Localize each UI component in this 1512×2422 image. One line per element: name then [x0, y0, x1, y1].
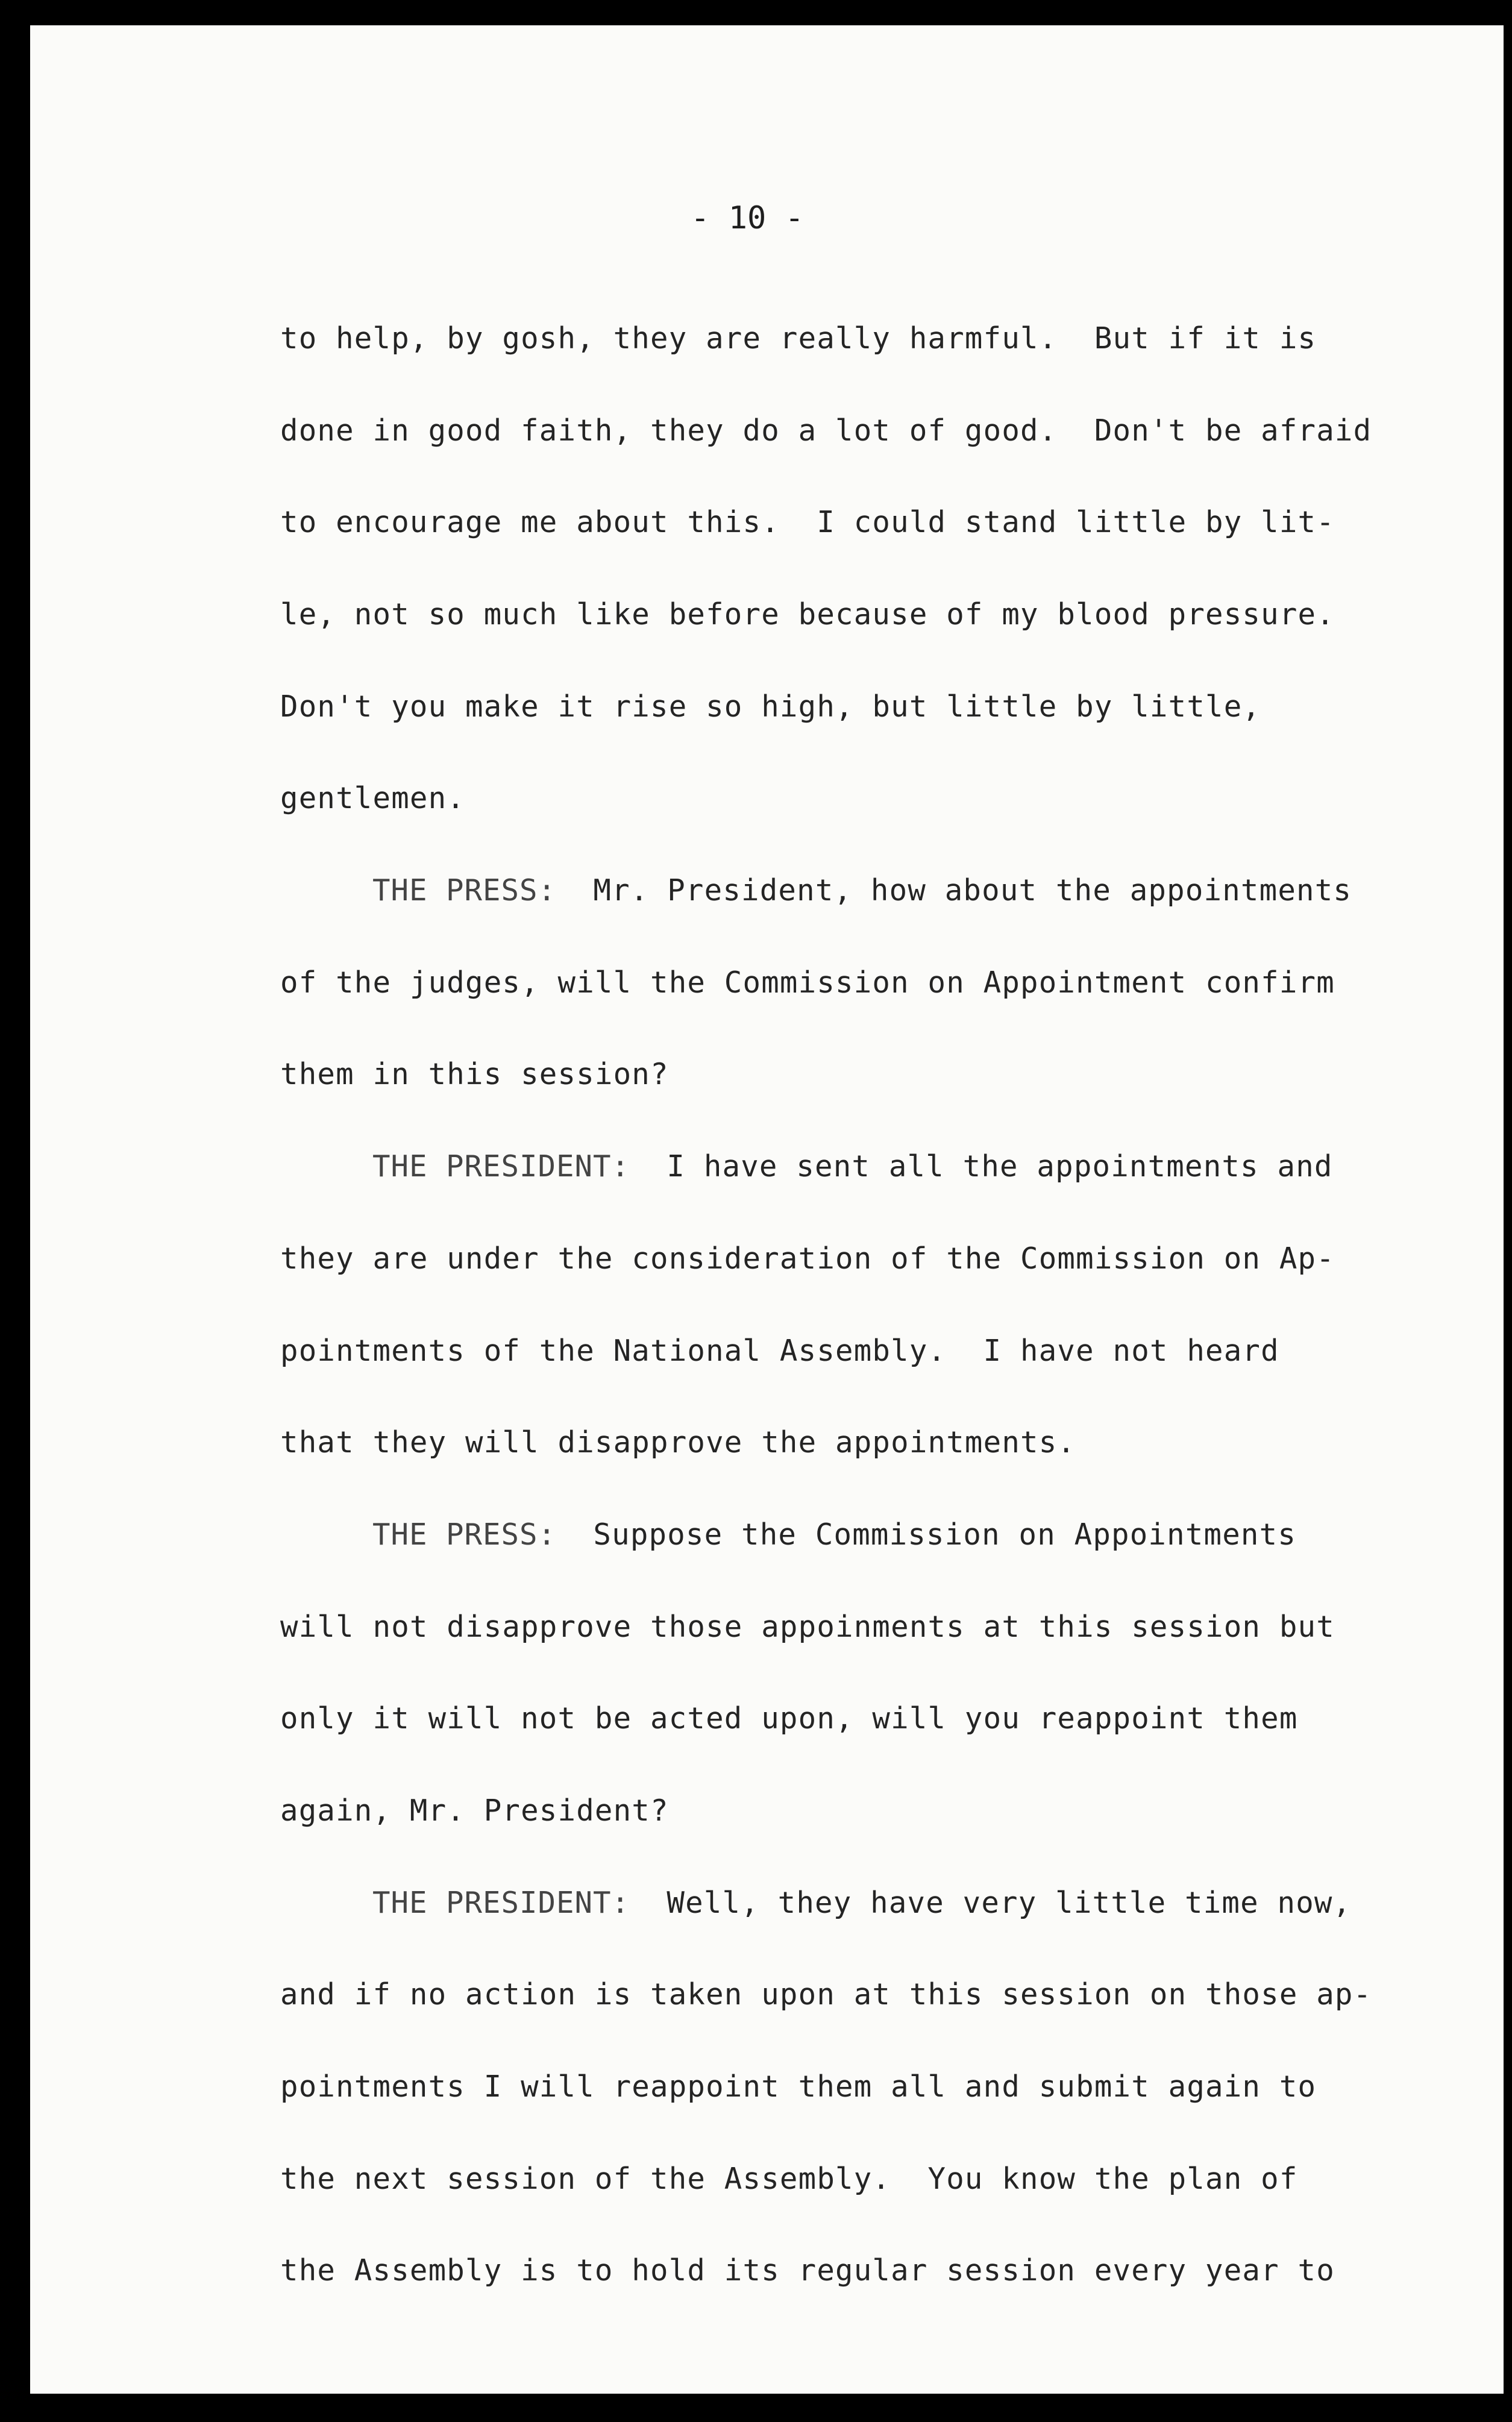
text-line: THE PRESIDENT: I have sent all the appointments and: [372, 1149, 1333, 1184]
document-page: [30, 25, 1504, 2394]
text-line: will not disapprove those appoinments at this session but: [280, 1610, 1335, 1644]
text-line: pointments I will reappoint them all and submit again to: [280, 2069, 1317, 2104]
text-line: THE PRESS: Suppose the Commission on Appointments: [372, 1517, 1297, 1552]
speaker-label: THE PRESIDENT:: [372, 1149, 630, 1184]
text-line: the Assembly is to hold its regular session every year to: [280, 2253, 1335, 2288]
text-line: that they will disapprove the appointments.: [280, 1425, 1076, 1460]
text-line: done in good faith, they do a lot of good. Don't be afraid: [280, 413, 1372, 448]
text-line: to encourage me about this. I could stand little by lit-: [280, 505, 1335, 539]
text-line: them in this session?: [280, 1057, 669, 1091]
text-line: Don't you make it rise so high, but little by little,: [280, 689, 1261, 724]
text-line: they are under the consideration of the Commission on Ap-: [280, 1241, 1335, 1276]
text-line: THE PRESS: Mr. President, how about the appointments: [372, 873, 1352, 908]
text-line: the next session of the Assembly. You know the plan of: [280, 2162, 1298, 2196]
speaker-label: THE PRESS:: [372, 1517, 557, 1552]
text-line: gentlemen.: [280, 781, 466, 815]
text-line: pointments of the National Assembly. I have not heard: [280, 1334, 1279, 1368]
text-line: le, not so much like before because of my blood pressure.: [280, 597, 1335, 632]
text-line: of the judges, will the Commission on Appointment confirm: [280, 965, 1335, 1000]
speaker-label: THE PRESIDENT:: [372, 1886, 630, 1920]
speaker-label: THE PRESS:: [372, 873, 557, 908]
text-line: to help, by gosh, they are really harmful. But if it is: [280, 321, 1317, 356]
text-line: only it will not be acted upon, will you reappoint them: [280, 1701, 1298, 1736]
text-line: THE PRESIDENT: Well, they have very little time now,: [372, 1886, 1352, 1920]
text-line: and if no action is taken upon at this session on those ap-: [280, 1977, 1372, 2012]
text-line: again, Mr. President?: [280, 1793, 669, 1828]
page-number: - 10 -: [691, 200, 804, 236]
